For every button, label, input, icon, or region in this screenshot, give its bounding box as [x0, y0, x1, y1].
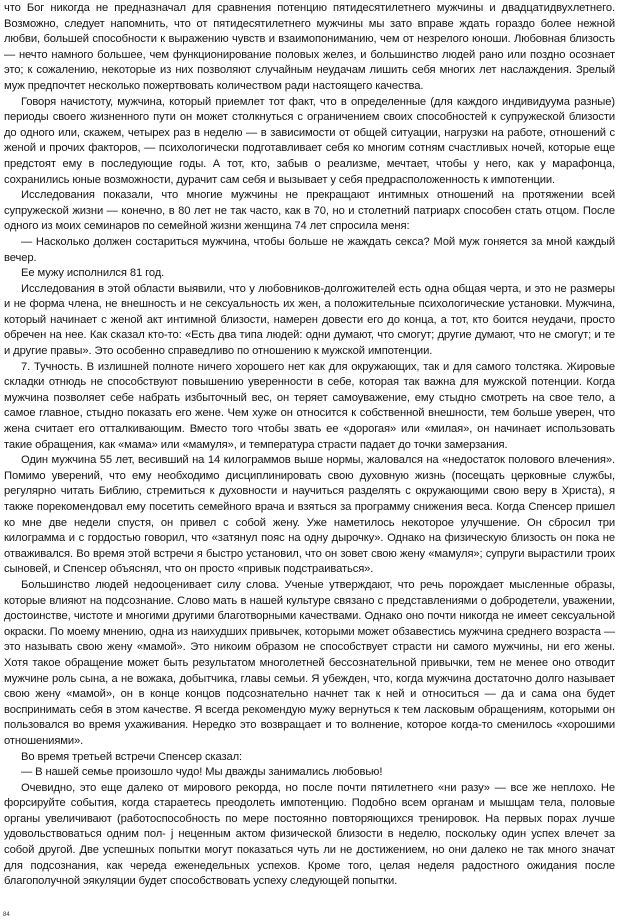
paragraph-1: что Бог никогда не предназначал для сравнения потенцию пятидесятилетнего мужчины и двадцатидвухлетнего. Возможно, следует напомнить, что от пятидесятилетнего мужчины мы зато вправе ждать гораздо более нежной любви, большей способности к выражению чувств и взаимопониманию, чем от незрелого юноши. Любовная близость — нечто намного большее, чем функционирование половых желез, и большинство людей рано или поздно осознает это; к сожалению, некоторые из них позволяют случайным неудачам лишить себя многих лет наслаждения. Зрелый муж предпочтет несколько пожертвовать количеством ради настоящего качества. — [4, 2, 615, 92]
paragraph-9: Большинство людей недооценивает силу слова. Ученые утверждают, что речь порождает мысленные образы, которые влияют на подсознание. Слово мать в нашей культуре связано с представлениями о добродетели, уважении, достоинстве, чистоте и многими другими благотворными качествами. Однако оно почти никогда не имеет сексуальной окраски. По моему мнению, одна из наихудших привычек, которыми может обзавестись мужчина среднего возраста — это называть свою жену «мамой». Это никоим образом не способствует страсти ни самого мужчины, ни его жены. Хотя такое обращение может быть результатом многолетней бессознательной привычки, тем не менее оно отводит мужчине роль сына, а не вожака, добытчика, главы семьи. Я убежден, что, когда мужчина достаточно долго называет свою жену «мамой», он в конце концов подсознательно начнет так к ней и относиться — да и сама она будет воспринимать себя в этом качестве. Я всегда рекомендую мужу вернуться к тем ласковым обращениям, которыми он пользовался во время ухаживания. Нередко это возвращает и то волнение, которое когда-то сменилось «хорошими отношениями». — [4, 578, 615, 747]
paragraph-6: Исследования в этой области выявили, что у любовников-долгожителей есть одна общая черта, и это не размеры и не форма члена, не внешность и не сексуальность их жен, а положительные психологические установки. Мужчина, который начинает с женой акт интимной близости, намерен довести его до конца, а тот, кто боится неудачи, просто обречен на нее. Как сказал кто-то: «Есть два типа людей: одни думают, что смогут; другие думают, что не смогут; и те и другие правы». Это особенно справедливо по отношению к мужской импотенции. — [4, 282, 615, 358]
paragraph-8: Один мужчина 55 лет, весивший на 14 килограммов выше нормы, жаловался на «недостаток полового влечения». Помимо уверений, что ему необходимо дисциплинировать свою духовную жизнь (посещать церковные службы, регулярно читать Библию, стремиться к духовности и научиться разделять с окружающими свою веру в Христа), я также порекомендовал ему посетить семейного врача и взяться за программу снижения веса. Когда Спенсер пришел ко мне две недели спустя, он привел с собой жену. Уже наметилось некоторое улучшение. Он сбросил три килограмма и с гордостью говорил, что «затянул пояс на одну дырочку». Однако на физическую близость он пока не отваживался. Во время этой встречи я быстро установил, что он зовет свою жену «мамуля»; супруги вырастили троих сыновей, и Спенсер объяснял, что он просто «привык подстраиваться». — [4, 454, 615, 576]
paragraph-11: — В нашей семье произошло чудо! Мы дважды занимались любовью! — [21, 766, 383, 779]
paragraph-7: 7. Тучность. В излишней полноте ничего хорошего нет как для окружающих, так и для самого толстяка. Жировые складки отнюдь не способствуют повышению уверенности в себе, которая так важна для мужской потенции. Когда мужчина позволяет себе набрать избыточный вес, он теряет самоуважение, ему стыдно смотреть на свое тело, а самое главное, стыдно показать его жене. Чем хуже он относится к собственной внешности, тем больше уверен, что жена считает его отталкивающим. Вместо того чтобы звать ее «дорогая» или «милая», он начинает использовать такие обращения, как «мама» или «мамуля», и температура страсти падает до точки замерзания. — [4, 360, 615, 451]
paragraph-10: Во время третьей встречи Спенсер сказал: — [21, 750, 243, 763]
paragraph-2: Говоря начистоту, мужчина, который приемлет тот факт, что в определенные (для каждого индивидуума разные) периоды своего жизненного пути он может столкнуться с ограничением своих способностей к супружеской близости до одного или, скажем, четырех раз в неделю — в зависимости от общей ситуации, нагрузки на работе, отношений с женой и прочих факторов, — психологически подготавливает себя ко многим сотням счастливых ночей, которые еще предстоят ему в последующие годы. А тот, кто, забыв о реализме, мечтает, чтобы у него, как у марафонца, сохранились юные возможности, дурачит сам себя и вызывает у себя предрасположенность к импотенции. — [4, 95, 615, 186]
paragraph-4: — Насколько должен состариться мужчина, чтобы больше не жаждать секса? Мой муж гоняется за мной каждый вечер. — [4, 235, 615, 264]
page-text — [4, 1, 615, 890]
paragraph-12: Очевидно, это еще далеко от мирового рекорда, но после почти пятилетнего «ни разу» — все же неплохо. Не форсируйте события, когда стараетесь преодолеть импотенцию. Подобно всем органам и мышцам тела, половые органы увеличивают (работоспособность по мере постоянно повторяющихся тренировок. На первых порах лучше удовольствоваться одним пол- j неценным актом физической близости в неделю, поскольку один успех влечет за собой другой. Две успешных попытки могут показаться чуть ли не достижением, но они далеко не так много значат для подсознания, как череда еженедельных успехов. Кроме того, целая неделя радостного ожидания после благополучной эякуляции будет способствовать успеху следующей попытки. — [4, 781, 615, 888]
page-number: 84 — [3, 912, 10, 918]
paragraph-3: Исследования показали, что многие мужчины не прекращают интимных отношений на протяжении всей супружеской жизни — конечно, в 80 лет не так часто, как в 70, но и столетний патриарх способен стать отцом. После одного из моих семинаров по семейной жизни женщина 74 лет спросила меня: — [4, 189, 615, 233]
paragraph-5: Ее мужу исполнился 81 год. — [21, 267, 165, 280]
